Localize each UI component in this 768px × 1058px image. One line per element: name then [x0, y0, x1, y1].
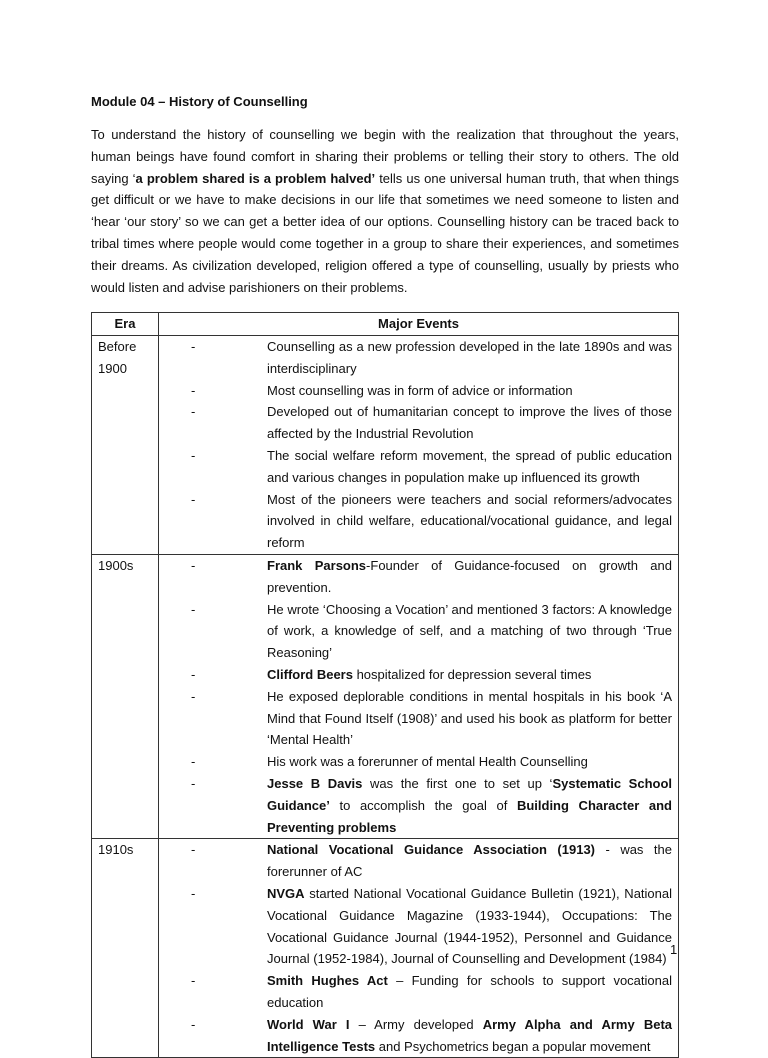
event-text: He exposed deplorable conditions in mental hospitals in his book ‘A Mind that Found Itself (1908)’ and used his book as platform for better ‘Mental Health’	[267, 688, 672, 748]
era-cell: 1910s	[92, 839, 159, 1058]
event-bold: Building Character and Preventing problems	[267, 797, 672, 835]
event-bold: National Vocational Guidance Association (1913)	[267, 842, 596, 858]
header-era: Era	[92, 313, 159, 336]
event-item	[159, 751, 672, 773]
module-title: Module 04 – History of Counselling	[91, 94, 308, 109]
event-text: and Psychometrics began a popular movement	[375, 1038, 651, 1054]
table-row-1910s	[92, 839, 679, 1058]
event-bold: Smith Hughes Act	[267, 973, 388, 989]
event-text: -Founder of Guidance-focused on growth and prevention.	[267, 557, 672, 595]
event-text: - was the forerunner of AC	[267, 842, 672, 880]
history-table	[91, 312, 679, 1058]
event-item: - Most counselling was in form of advice or information	[159, 380, 672, 402]
event-bold: Jesse B Davis	[267, 775, 363, 791]
page-number: 1	[670, 942, 678, 957]
event-bold: Systematic School Guidance’	[267, 775, 673, 813]
event-text: – Funding for schools to support vocational education	[267, 973, 672, 1010]
event-text: to accomplish the goal of	[329, 797, 517, 813]
event-item	[159, 599, 672, 664]
event-item	[159, 773, 672, 838]
intro-paragraph	[91, 124, 679, 298]
events-cell	[159, 554, 679, 838]
event-item: - Counselling as a new profession developed in the late 1890s and was interdisciplinary	[159, 336, 672, 380]
era-cell: Before 1900	[92, 336, 159, 555]
event-item	[159, 1014, 672, 1058]
event-item	[159, 664, 672, 686]
event-bold: World War I	[267, 1016, 350, 1032]
events-cell	[159, 839, 679, 1058]
intro-text-1: To understand the history of counselling we begin with the realization that throughout the years, human beings have found comfort in sharing their problems or telling their story to others. The old saying ‘	[91, 127, 679, 186]
events-cell	[159, 336, 679, 555]
event-item	[159, 839, 672, 883]
event-text: hospitalized for depression several times	[352, 666, 592, 682]
event-text: His work was a forerunner of mental Health Counselling	[267, 754, 588, 770]
event-text: – Army developed	[349, 1016, 483, 1032]
table-header-row	[92, 313, 679, 336]
event-item	[159, 686, 672, 751]
header-major-events: Major Events	[159, 313, 679, 336]
event-item: - Developed out of humanitarian concept to improve the lives of those affected by the Industrial Revolution	[159, 401, 672, 445]
intro-text-2: tells us one universal human truth, that when things get difficult or we have to make decisions in our life that sometimes we need someone to listen and ‘hear ‘our story’ so we can get a better idea of our options. Counselling history can be traced back to tribal times where people would come together in a group to share their experiences, and sometimes their dreams. As civilization developed, religion offered a type of counselling, usually by priests who would listen and advise parishioners on their problems.	[91, 170, 679, 295]
event-item	[159, 555, 672, 599]
event-bold: Army Alpha and Army Beta Intelligence Tests	[267, 1016, 672, 1054]
event-item	[159, 970, 672, 1014]
table-row-1900s	[92, 554, 679, 838]
event-item: - The social welfare reform movement, the spread of public education and various changes in population make up influenced its growth	[159, 445, 672, 489]
event-bold: NVGA	[267, 885, 305, 901]
event-item	[159, 883, 672, 970]
era-cell: 1900s	[92, 554, 159, 838]
event-item: - Most of the pioneers were teachers and social reformers/advocates involved in child welfare, educational/vocational guidance, and legal reform	[159, 489, 672, 554]
event-bold: Clifford Beers	[267, 666, 353, 682]
event-bold: Frank Parsons	[267, 557, 367, 573]
event-text: started National Vocational Guidance Bulletin (1921), National Vocational Guidance Magazine (1933-1944), Occupations: The Vocational Guidance Journal (1944-1952), Personnel and Guidance Journal (1952-1984), Journal of Counselling and Development (1984)	[267, 885, 672, 967]
event-text: was the first one to set up ‘	[362, 775, 553, 791]
table-row-before-1900	[92, 336, 679, 555]
intro-bold-saying: a problem shared is a problem halved’	[135, 170, 376, 186]
event-text: He wrote ‘Choosing a Vocation’ and mentioned 3 factors: A knowledge of work, a knowledge of self, and a matching of two through ‘True Reasoning’	[267, 601, 672, 661]
